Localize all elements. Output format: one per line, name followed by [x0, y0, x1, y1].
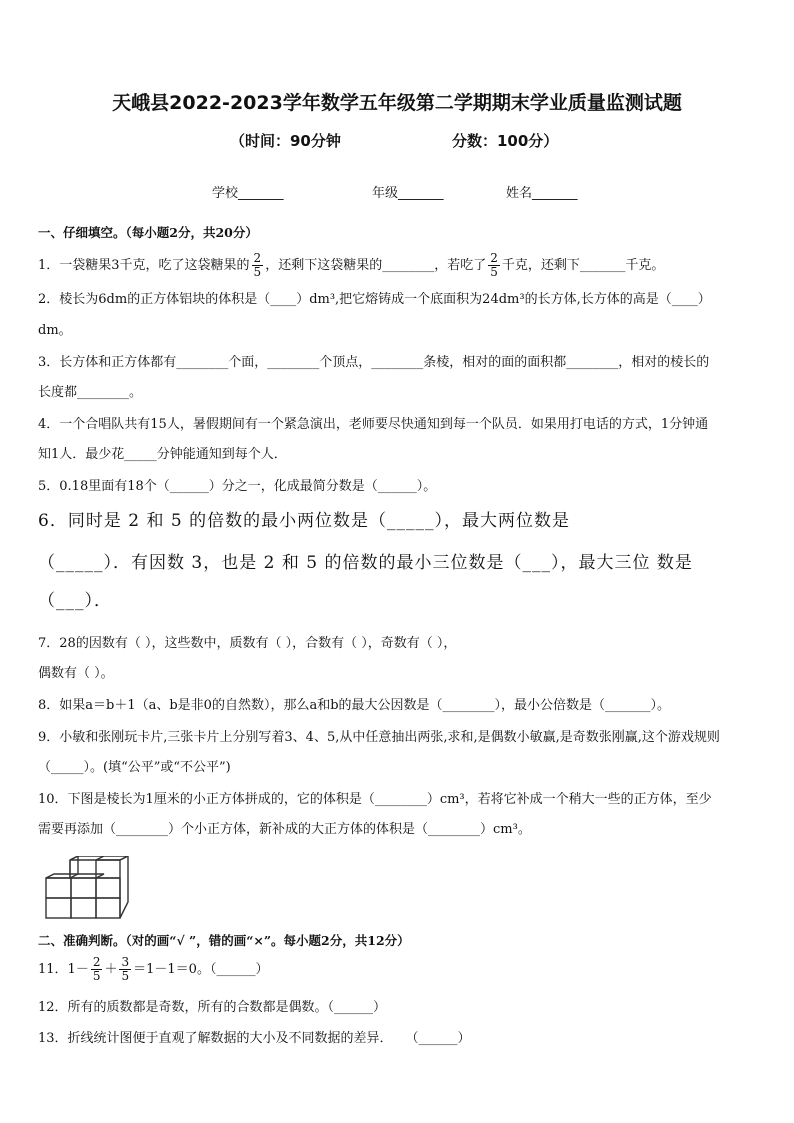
section-1-heading: 一、仔细填空。（每小题2分，共20分） [38, 225, 258, 240]
time-limit: （时间：90分钟 [230, 132, 341, 150]
question-5: 5．0.18里面有18个（______）分之一，化成最简分数是（______）。 [38, 479, 437, 494]
question-4: 4．一个合唱队共有15人，暑假期间有一个紧急演出，老师要尽快通知到每一个队员．如果用打电话的方式，1分钟通 知1人．最少花_____分钟能通知到每个人． [38, 417, 709, 462]
fraction: $\frac{2}{5}$ [490, 251, 498, 279]
question-10: 10．下图是棱长为1厘米的小正方体拼成的，它的体积是（________）cm³，若将它补成一个稍大一些的正方体，至少 需要再添加（________）个小正方体，新补成的大正方体的体积是（________）cm³。 [38, 792, 712, 837]
question-6: 6．同时是 2 和 5 的倍数的最小两位数是（_____），最大两位数是 （_____）．有因数 3，也是 2 和 5 的倍数的最小三位数是（___），最大三位 数是 （___）． [38, 511, 693, 611]
question-11: 11．1－ $\frac{2}{5}$ ＋ $\frac{3}{5}$ ＝1－1＝0。（______） [38, 955, 269, 983]
question-3: 3．长方体和正方体都有________个面，________个顶点，________条棱，相对的面的面积都________，相对的棱长的 长度都________。 [38, 355, 710, 400]
question-9: 9．小敏和张刚玩卡片,三张卡片上分别写着3、4、5,从中任意抽出两张,求和,是偶数小敏赢,是奇数张刚赢,这个游戏规则 （_____）。(填“公平”或“不公平”) [38, 730, 720, 775]
school-field: 学校_______ [212, 186, 284, 201]
question-13: 13．折线统计图便于直观了解数据的大小及不同数据的差异． （______） [38, 1031, 471, 1046]
question-1: 1．一袋糖果3千克，吃了这袋糖果的 $\frac{2}{5}$ ，还剩下这袋糖果的________，若吃了 $\frac{2}{5}$ 千克，还剩下_______千克。 [38, 251, 665, 279]
exam-title: 天峨县2022-2023学年数学五年级第二学期期末学业质量监测试题 [112, 92, 682, 114]
question-2: 2．棱长为6dm的正方体铝块的体积是（____）dm³,把它熔铸成一个底面积为24dm³的长方体,长方体的高是（____） dm。 [38, 292, 711, 338]
name-field: 姓名_______ [506, 186, 578, 201]
grade-field: 年级_______ [372, 186, 444, 201]
section-2-heading: 二、准确判断。（对的画“√ ”，错的画“×”。每小题2分，共12分） [38, 933, 410, 948]
cube-figure [40, 856, 130, 922]
fraction: $\frac{3}{5}$ [121, 955, 130, 983]
question-7: 7．28的因数有（ ），这些数中，质数有（ ），合数有（ ），奇数有（ ）， 偶数有（ ）。 [38, 636, 457, 681]
fraction: $\frac{2}{5}$ [92, 955, 101, 983]
question-12: 12．所有的质数都是奇数，所有的合数都是偶数。（______） [38, 1000, 387, 1015]
total-score: 分数：100分） [452, 132, 559, 150]
question-8: 8．如果a＝b＋1（a、b是非0的自然数），那么a和b的最大公因数是（________），最小公倍数是（_______）。 [38, 698, 671, 713]
fraction: $\frac{2}{5}$ [253, 251, 262, 279]
